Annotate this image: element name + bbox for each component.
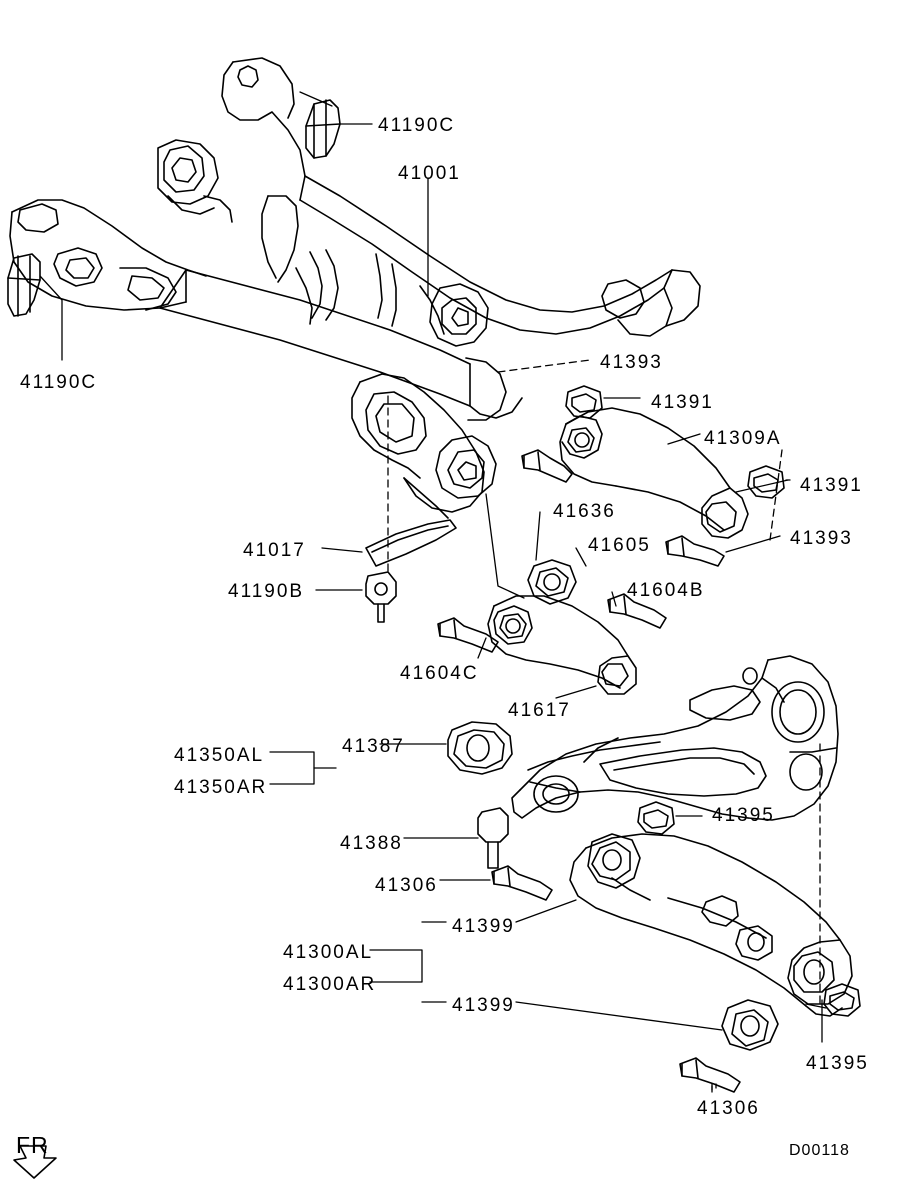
part-label: 41391 bbox=[800, 475, 863, 496]
part-label: 41604C bbox=[400, 663, 479, 684]
part-label: 41605 bbox=[588, 535, 651, 556]
part-label: 41388 bbox=[340, 833, 403, 854]
part-label: 41350AR bbox=[174, 777, 268, 798]
part-label: 41393 bbox=[600, 352, 663, 373]
part-label: 41306 bbox=[375, 875, 438, 896]
part-label: 41300AL bbox=[283, 942, 374, 963]
part-label: 41391 bbox=[651, 392, 714, 413]
part-label: 41190B bbox=[228, 581, 305, 602]
part-label: 41617 bbox=[508, 700, 571, 721]
part-label: 41309A bbox=[704, 428, 782, 449]
front-orientation-label: FR bbox=[16, 1132, 49, 1158]
part-label: 41395 bbox=[712, 805, 775, 826]
part-label: 41350AL bbox=[174, 745, 265, 766]
part-label: 41604B bbox=[627, 580, 705, 601]
part-label: 41190C bbox=[378, 115, 456, 136]
part-label: 41399 bbox=[452, 916, 515, 937]
part-label: 41306 bbox=[697, 1098, 760, 1119]
part-label: 41387 bbox=[342, 736, 405, 757]
part-label: 41395 bbox=[806, 1053, 869, 1074]
part-label: 41190C bbox=[20, 372, 98, 393]
part-label: 41017 bbox=[243, 540, 306, 561]
diagram-code: D00118 bbox=[789, 1142, 850, 1159]
part-label: 41300AR bbox=[283, 974, 377, 995]
part-label: 41636 bbox=[553, 501, 616, 522]
part-label: 41399 bbox=[452, 995, 515, 1016]
part-label: 41001 bbox=[398, 163, 461, 184]
part-label: 41393 bbox=[790, 528, 853, 549]
